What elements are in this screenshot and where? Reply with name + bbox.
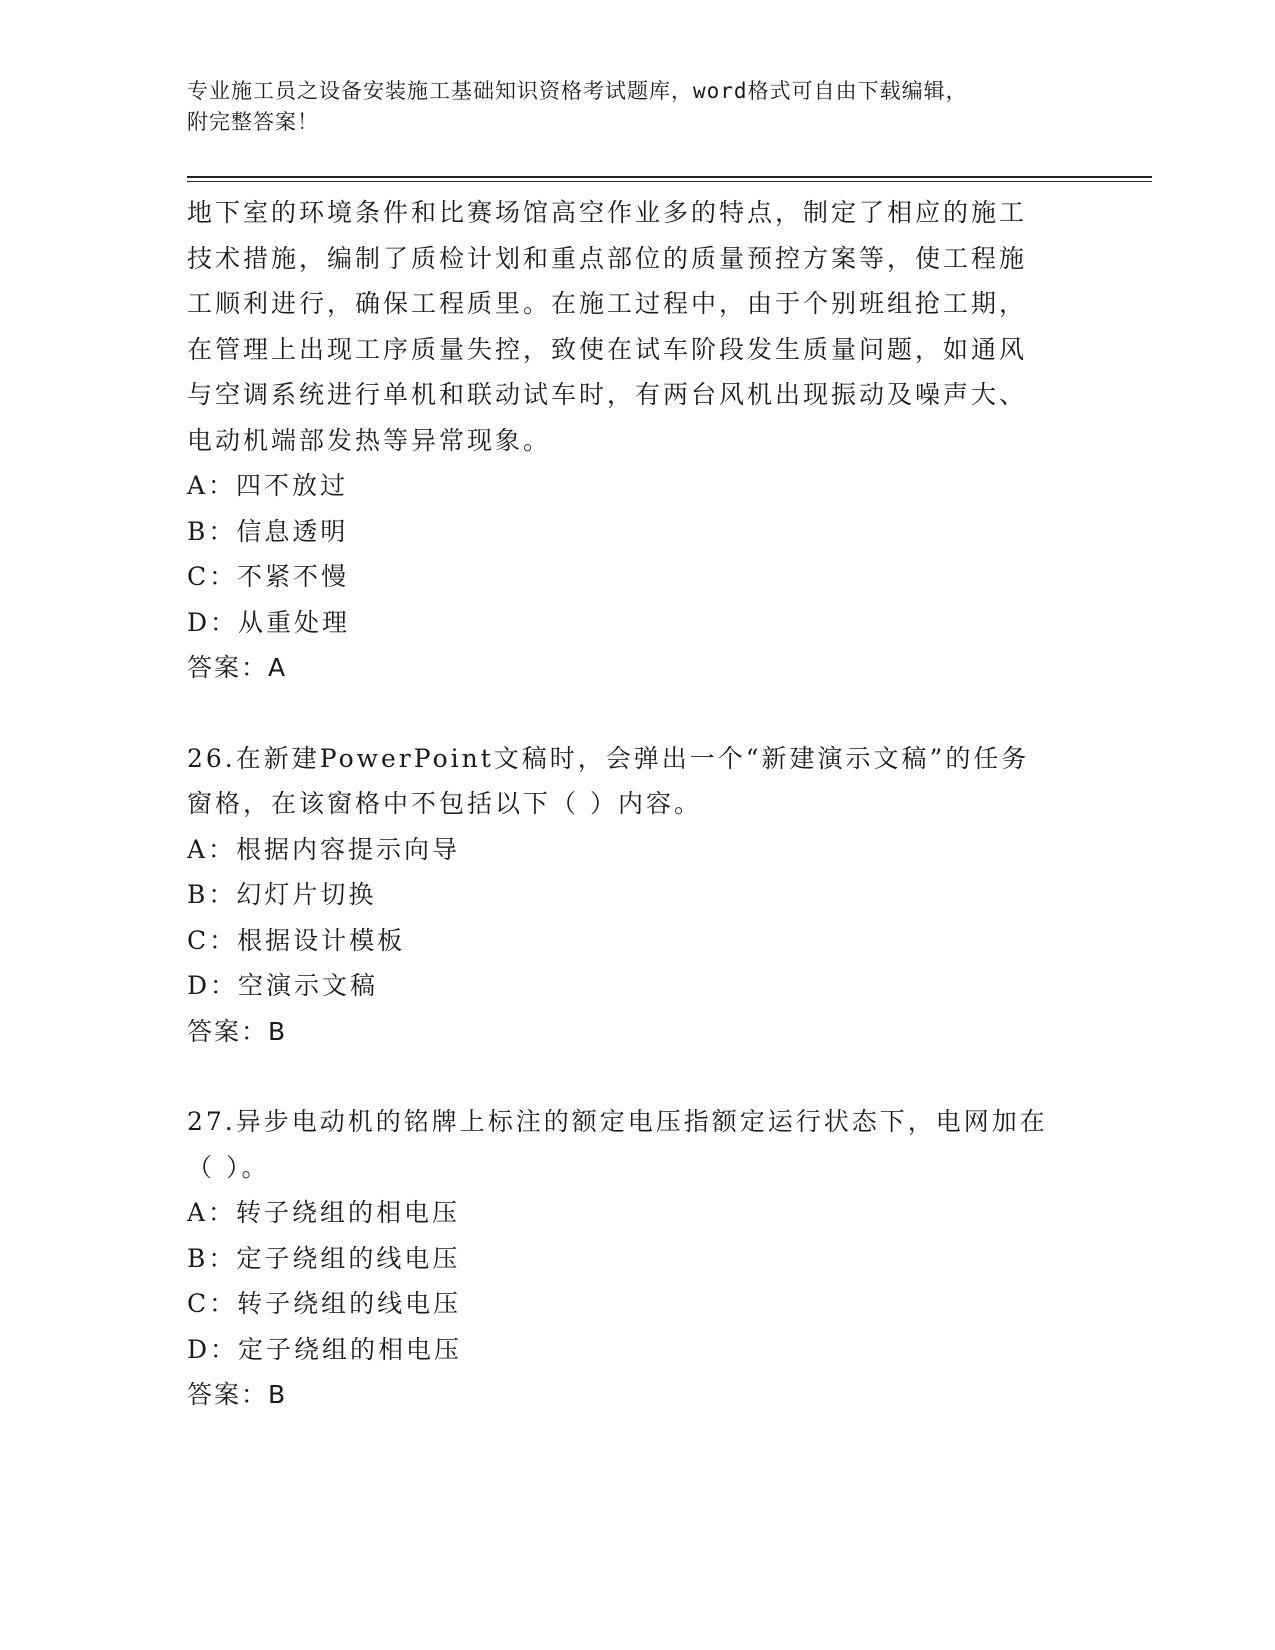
option-c: C：根据设计模板 — [187, 925, 406, 955]
option-a: A：四不放过 — [187, 471, 349, 500]
question-text-line: 地下室的环境条件和比赛场馆高空作业多的特点，制定了相应的施工 — [187, 198, 1028, 227]
header-line-1: 专业施工员之设备安装施工基础知识资格考试题库，word格式可自由下载编辑， — [187, 79, 968, 103]
header-divider-thin — [187, 181, 1152, 182]
question-text-line: 在管理上出现工序质量失控，致使在试车阶段发生质量问题，如通风 — [187, 334, 1028, 364]
spacer — [187, 691, 1067, 736]
question-text-line: 与空调系统进行单机和联动试车时，有两台风机出现振动及噪声大、 — [187, 380, 1028, 409]
question-25 — [187, 190, 1067, 691]
header-divider-thick — [187, 176, 1152, 178]
answer: 答案：B — [187, 1380, 288, 1409]
option-b: B：定子绕组的线电压 — [187, 1243, 461, 1273]
header-line-2: 附完整答案！ — [187, 110, 319, 134]
question-text-line: 电动机端部发热等异常现象。 — [187, 425, 552, 455]
option-c: C：转子绕组的线电压 — [187, 1289, 462, 1318]
question-text-line: 工顺利进行，确保工程质里。在施工过程中，由于个别班组抢工期， — [187, 289, 1028, 318]
document-header — [187, 76, 1067, 138]
option-a: A：转子绕组的相电压 — [187, 1198, 461, 1227]
option-d: D：从重处理 — [187, 607, 351, 637]
question-text-line: 26.在新建PowerPoint文稿时，会弹出一个“新建演示文稿”的任务 — [187, 743, 1030, 773]
option-d: D：空演示文稿 — [187, 971, 379, 1000]
document-body — [187, 190, 1067, 1418]
option-d: D：定子绕组的相电压 — [187, 1334, 463, 1364]
question-text-line: 窗格，在该窗格中不包括以下（ ）内容。 — [187, 789, 702, 818]
question-text-line: 技术措施，编制了质检计划和重点部位的质量预控方案等，使工程施 — [187, 243, 1028, 273]
option-b: B：幻灯片切换 — [187, 880, 377, 909]
option-c: C：不紧不慢 — [187, 562, 350, 591]
option-b: B：信息透明 — [187, 516, 349, 546]
question-text-line: （ ）。 — [187, 1152, 270, 1182]
answer: 答案：A — [187, 653, 288, 682]
question-text-line: 27.异步电动机的铭牌上标注的额定电压指额定运行状态下，电网加在 — [187, 1107, 1048, 1136]
question-26 — [187, 736, 1067, 1055]
question-27 — [187, 1099, 1067, 1418]
answer: 答案：B — [187, 1016, 288, 1046]
option-a: A：根据内容提示向导 — [187, 834, 461, 864]
spacer — [187, 1054, 1067, 1099]
